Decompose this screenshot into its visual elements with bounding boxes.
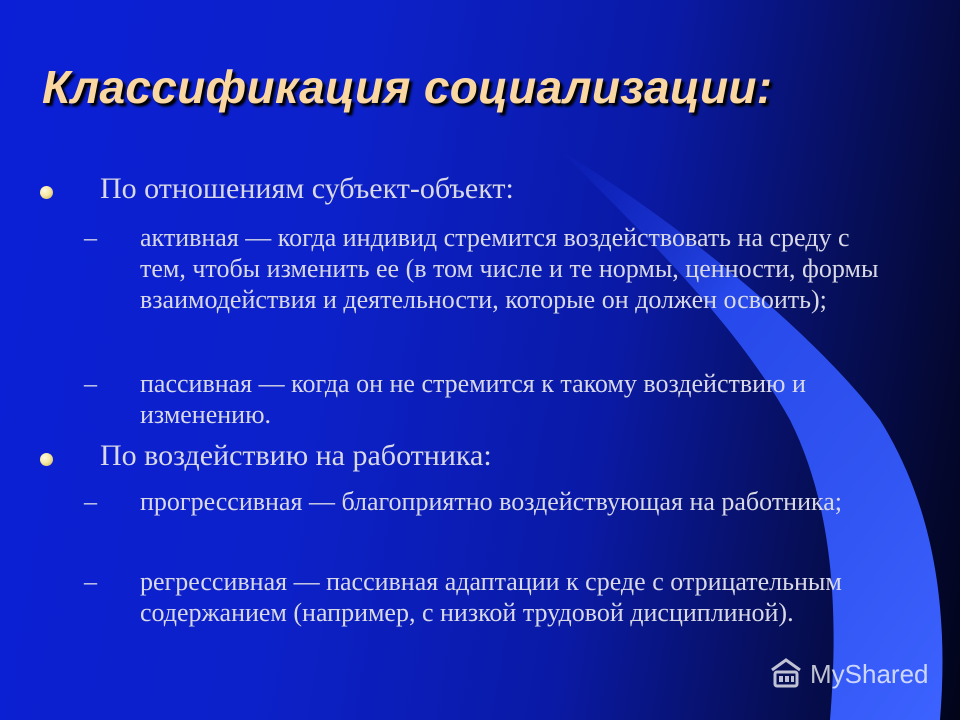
list-dash: – [84, 369, 97, 398]
watermark-text: MyShared [810, 658, 929, 689]
list-dash: – [84, 223, 97, 252]
myshared-logo-icon [768, 656, 804, 692]
section-heading: По отношениям субъект-объект: [100, 172, 514, 205]
list-dash: – [84, 567, 97, 596]
slide-title: Классификация социализации: [42, 61, 773, 113]
list-item: прогрессивная — благоприятно воздействующая на работника; [140, 487, 843, 516]
list-item: пассивная — когда он не стремится к такому воздействию и изменению. [140, 369, 806, 429]
section-heading: По воздействию на работника: [100, 439, 492, 472]
list-dash: – [84, 487, 97, 516]
bullet-icon [40, 186, 53, 199]
list-item: активная — когда индивид стремится воздействовать на среду с тем, чтобы изменить ее (в том числе и те нормы, ценности, формы взаимодействия и деятельности, которые он должен освоить); [140, 223, 879, 314]
bullet-icon [40, 453, 53, 466]
watermark [768, 656, 929, 692]
list-item: регрессивная — пассивная адаптации к среде с отрицательным содержанием (например, с низкой трудовой дисциплиной). [140, 567, 842, 627]
